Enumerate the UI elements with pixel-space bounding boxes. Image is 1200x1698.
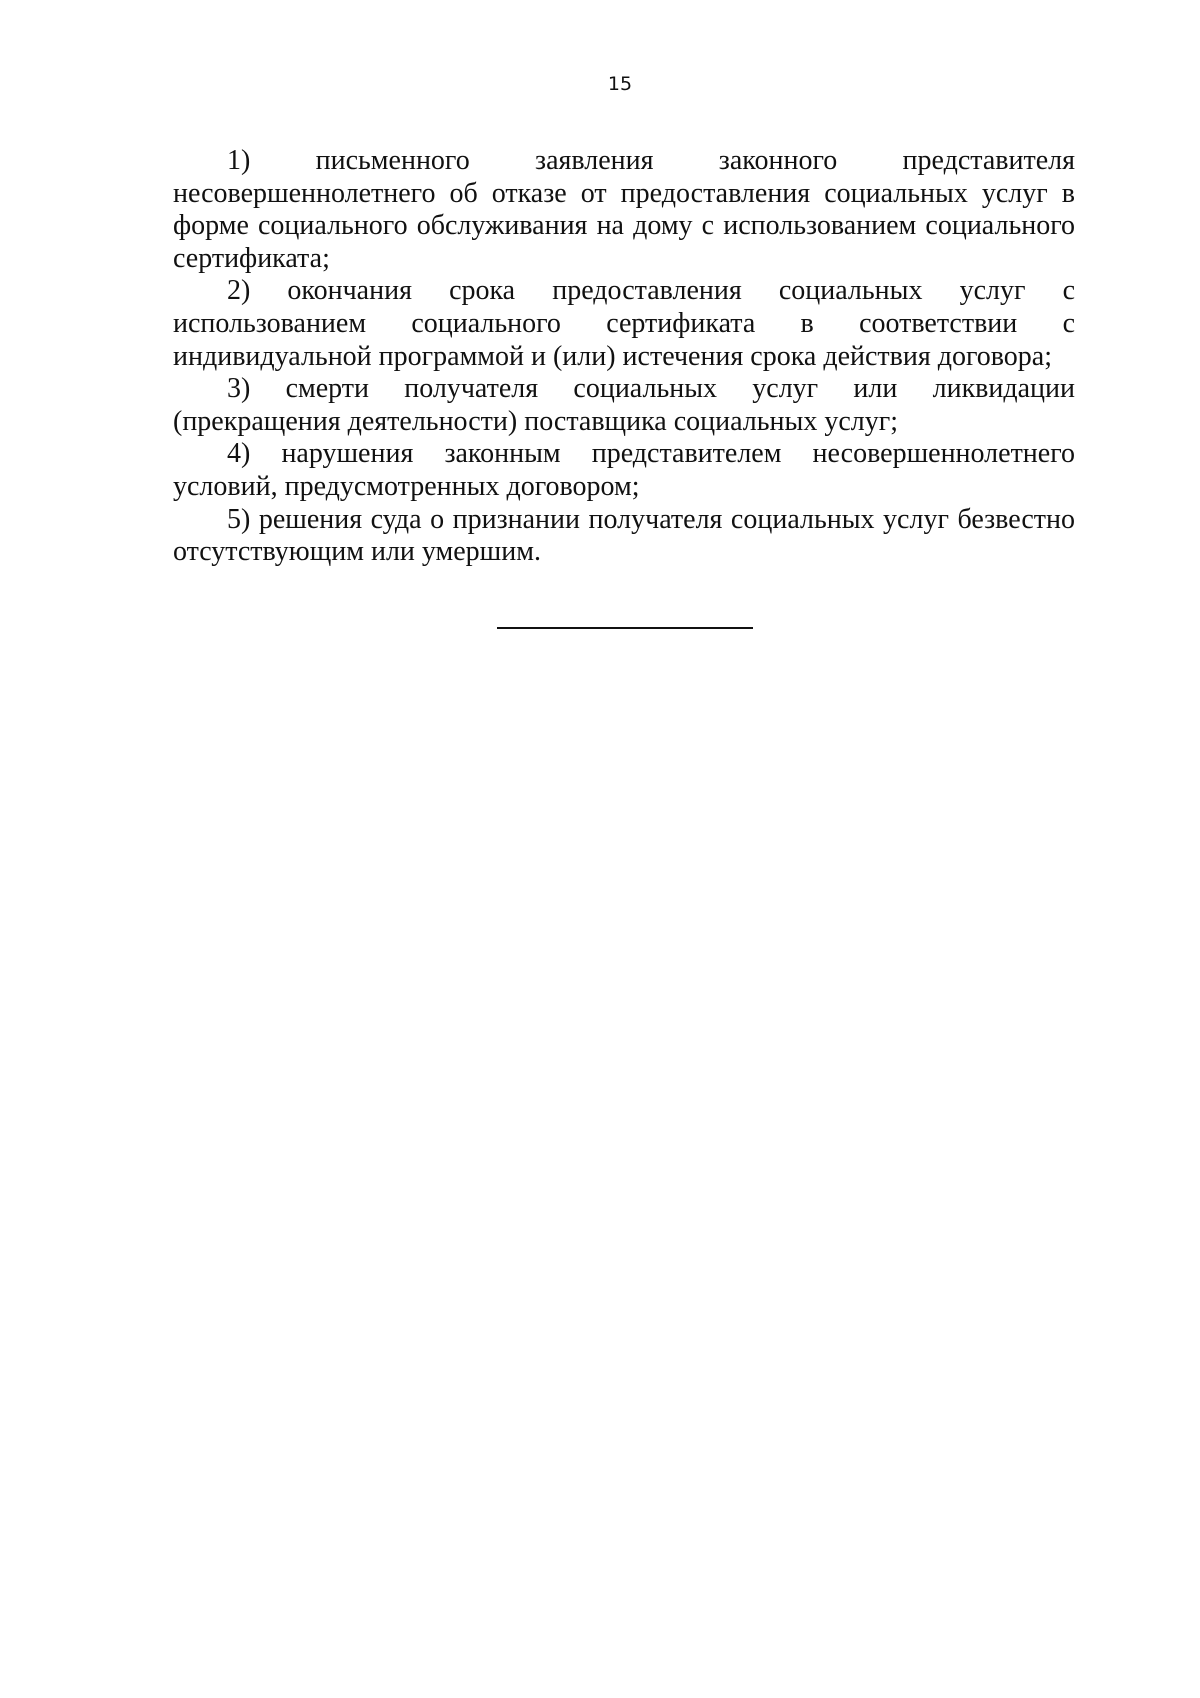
list-item-5: 5) решения суда о признании получателя социальных услуг безвестно отсутствующим или умершим. bbox=[173, 503, 1075, 568]
list-item-2: 2) окончания срока предоставления социальных услуг с использованием социального сертификата в соответствии с индивидуальной программой и (или) истечения срока действия договора; bbox=[173, 275, 1075, 372]
list-item-1: 1) письменного заявления законного представителя несовершеннолетнего об отказе от предоставления социальных услуг в форме социального обслуживания на дому с использованием социального сертификата; bbox=[173, 145, 1075, 274]
page-number: 15 bbox=[607, 73, 633, 95]
list-item-3: 3) смерти получателя социальных услуг или ликвидации (прекращения деятельности) поставщика социальных услуг; bbox=[173, 373, 1075, 437]
list-item-4: 4) нарушения законным представителем несовершеннолетнего условий, предусмотренных договором; bbox=[173, 438, 1075, 502]
document-body bbox=[173, 145, 1075, 569]
end-separator-line bbox=[497, 627, 753, 629]
